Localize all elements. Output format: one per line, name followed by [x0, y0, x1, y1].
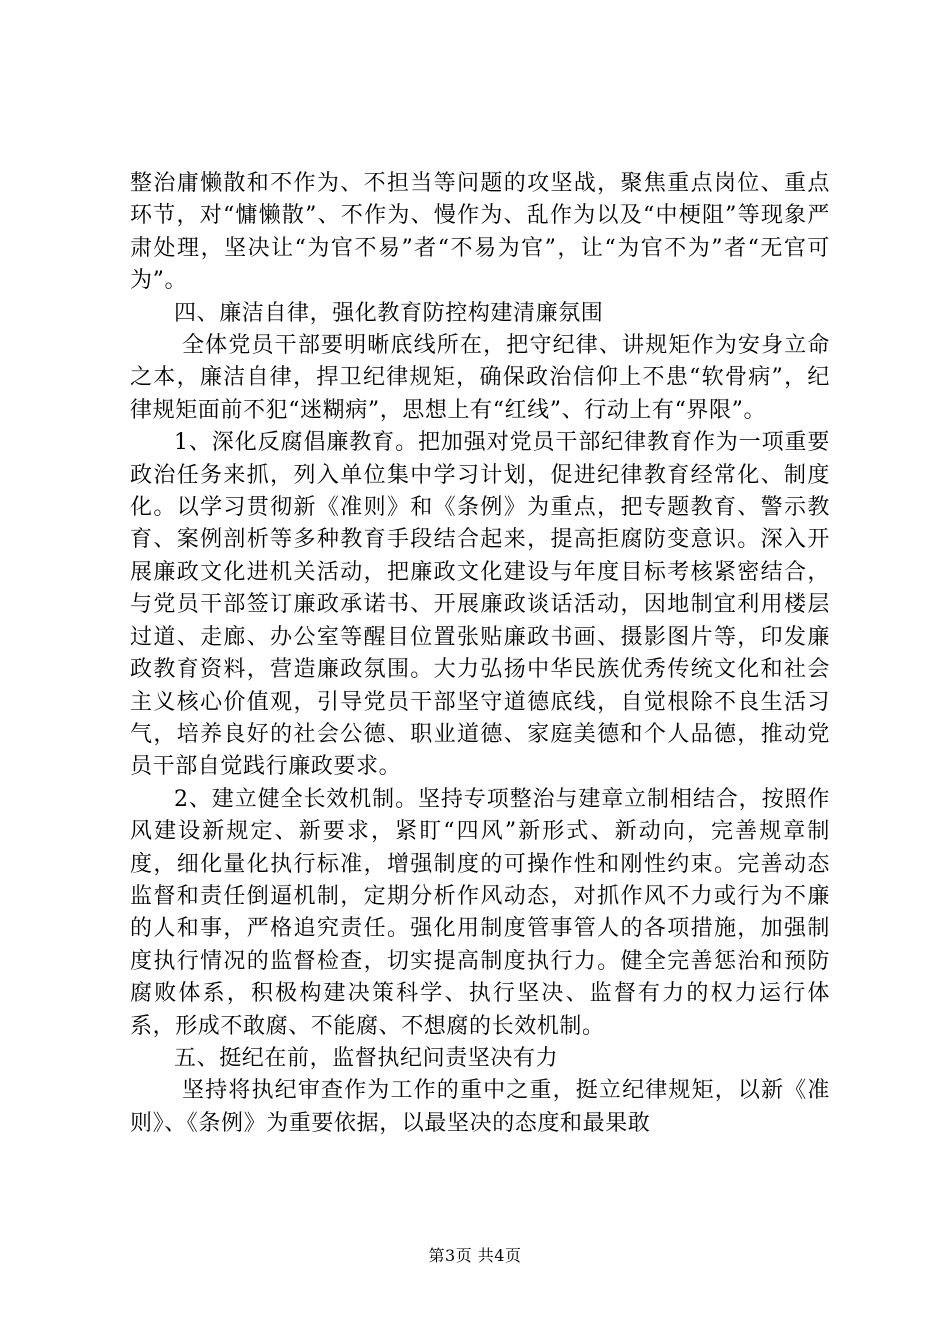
- paragraph-integrity: 全体党员干部要明晰底线所在，把守纪律、讲规矩作为安身立命之本，廉洁自律，捍卫纪律规矩，确保政治信仰上不患“软骨病”，纪律规矩面前不犯“迷糊病”，思想上有“红线”、行动上有“界限”。: [130, 333, 830, 423]
- paragraph-mechanism: 2、建立健全长效机制。坚持专项整治与建章立制相结合，按照作风建设新规定、新要求，紧盯“四风”新形式、新动向，完善规章制度，细化量化执行标准，增强制度的可操作性和刚性约束。完善动态监督和责任倒逼机制，定期分析作风动态，对抓作风不力或行为不廉的人和事，严格追究责任。强化用制度管事管人的各项措施，加强制度执行情况的监督检查，切实提高制度执行力。健全完善惩治和预防腐败体系，积极构建决策科学、执行坚决、监督有力的权力运行体系，形成不敢腐、不能腐、不想腐的长效机制。: [130, 786, 830, 1039]
- section-heading-five: 五、挺纪在前，监督执纪问责坚决有力: [174, 1045, 559, 1071]
- paragraph-education: 1、深化反腐倡廉教育。把加强对党员干部纪律教育作为一项重要政治任务来抓，列入单位集中学习计划，促进纪律教育经常化、制度化。以学习贯彻新《准则》和《条例》为重点，把专题教育、警示教育、案例剖析等多种教育手段结合起来，提高拒腐防变意识。深入开展廉政文化进机关活动，把廉政文化建设与年度目标考核紧密结合，与党员干部签订廉政承诺书、开展廉政谈话活动，因地制宜利用楼层过道、走廊、办公室等醒目位置张贴廉政书画、摄影图片等，印发廉政教育资料，营造廉政氛围。大力弘扬中华民族优秀传统文化和社会主义核心价值观，引导党员干部坚守道德底线，自觉根除不良生活习气，培养良好的社会公德、职业道德、家庭美德和个人品德，推动党员干部自觉践行廉政要求。: [130, 430, 830, 780]
- section-heading-four: 四、廉洁自律，强化教育防控构建清廉氛围: [174, 300, 604, 326]
- document-body: [130, 168, 830, 1140]
- page-footer: 第3页 共4页: [428, 1246, 522, 1265]
- paragraph-continuation: 整治庸懒散和不作为、不担当等问题的攻坚战，聚焦重点岗位、重点环节，对“慵懒散”、不作为、慢作为、乱作为以及“中梗阻”等现象严肃处理，坚决让“为官不易”者“不易为官”，让“为官不为”者“无官可为”。: [130, 171, 830, 294]
- paragraph-discipline: 坚持将执纪审查作为工作的重中之重，挺立纪律规矩，以新《准则》、《条例》为重要依据，以最坚决的态度和最果敢: [130, 1078, 830, 1136]
